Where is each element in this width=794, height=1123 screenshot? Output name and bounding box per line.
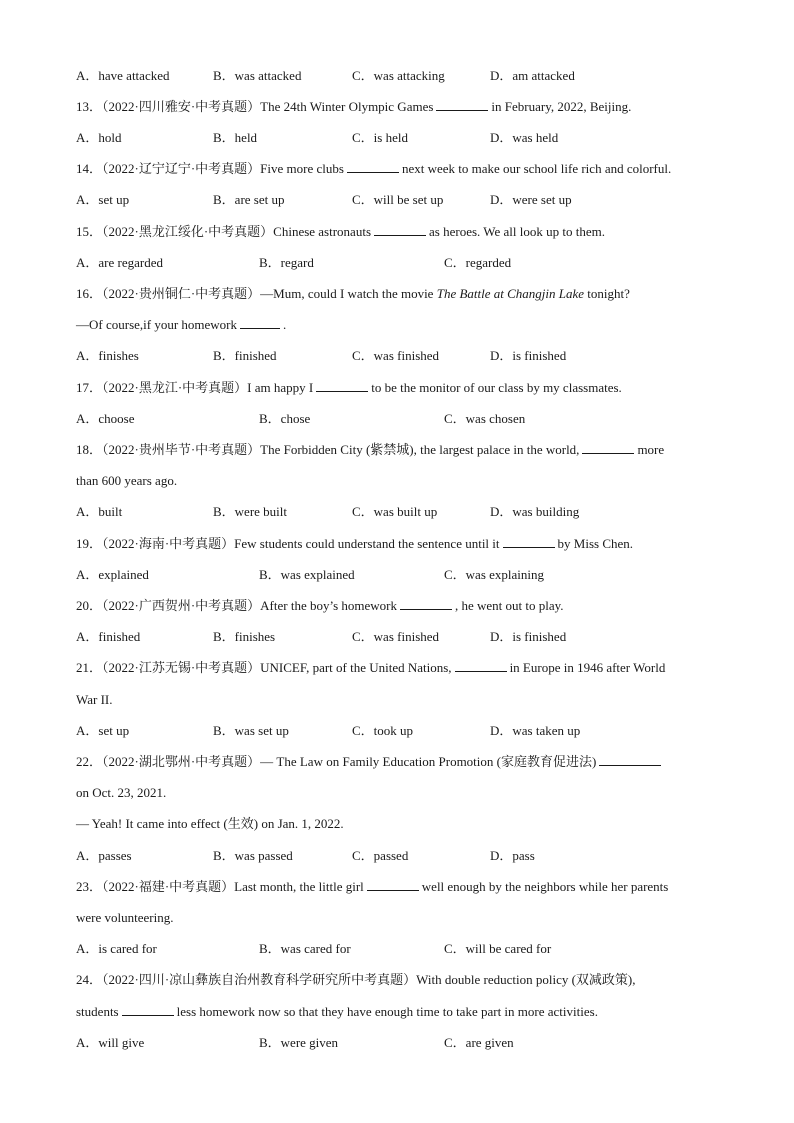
answer-blank — [400, 597, 452, 610]
option-c[interactable]: C．passed — [352, 848, 409, 863]
option-a[interactable]: A．are regarded — [76, 255, 163, 270]
option-d[interactable]: D．was building — [490, 504, 580, 519]
q22-stem: 22．（2022·湖北鄂州·中考真题）— The Law on Family Education Promotion (家庭教育促进法) — [76, 753, 726, 771]
option-b[interactable]: B．finished — [213, 348, 277, 363]
q21-stem-cont: War II. — [76, 692, 113, 707]
option-c[interactable]: C．is held — [352, 130, 408, 145]
option-b[interactable]: B．was passed — [213, 848, 293, 863]
answer-blank — [367, 878, 419, 891]
q21-stem: 21．（2022·江苏无锡·中考真题）UNICEF, part of the United Nations, in Europe in 1946 after World — [76, 660, 666, 675]
option-b[interactable]: B．were built — [213, 504, 288, 519]
q13-options — [76, 129, 726, 147]
option-a[interactable]: A．explained — [76, 567, 149, 582]
option-c[interactable]: C．will be cared for — [444, 941, 552, 956]
q16-stem: 16．（2022·贵州铜仁·中考真题）—Mum, could I watch the movie The Battle at Changjin Lake tonight? — [76, 286, 630, 301]
option-c[interactable]: C．was finished — [352, 629, 440, 644]
q15-stem: 15．（2022·黑龙江绥化·中考真题）Chinese astronauts as heroes. We all look up to them. — [76, 224, 605, 239]
q13-stem: 13．（2022·四川雅安·中考真题）The 24th Winter Olympic Games in February, 2022, Beijing. — [76, 99, 632, 114]
option-a[interactable]: A．finishes — [76, 348, 139, 363]
q23-stem-cont: were volunteering. — [76, 910, 174, 925]
option-d[interactable]: D．am attacked — [490, 68, 575, 83]
answer-blank — [240, 316, 280, 329]
answer-blank — [122, 1003, 174, 1016]
option-a[interactable]: A．set up — [76, 723, 130, 738]
option-a[interactable]: A．passes — [76, 848, 132, 863]
q18-stem-cont: than 600 years ago. — [76, 473, 178, 488]
option-c[interactable]: C．was finished — [352, 348, 440, 363]
option-c[interactable]: C．took up — [352, 723, 414, 738]
q23-stem: 23．（2022·福建·中考真题）Last month, the little girl well enough by the neighbors while her parents — [76, 879, 669, 894]
option-a[interactable]: A．choose — [76, 411, 135, 426]
option-a[interactable]: A．will give — [76, 1035, 145, 1050]
q15-options — [76, 254, 726, 272]
q12-options — [76, 67, 726, 85]
q18-options — [76, 503, 726, 521]
option-c[interactable]: C．regarded — [444, 255, 512, 270]
answer-blank — [347, 160, 399, 173]
movie-title: The Battle at Changjin Lake — [436, 286, 585, 301]
q20-stem: 20．（2022·广西贺州·中考真题）After the boy’s homework , he went out to play. — [76, 598, 564, 613]
q14-options — [76, 191, 726, 209]
q23-options — [76, 940, 726, 958]
answer-blank — [599, 753, 661, 766]
option-c[interactable]: C．was built up — [352, 504, 438, 519]
q24-stem: 24．（2022·四川·凉山彝族自治州教育科学研究所中考真题）With double reduction policy (双减政策), — [76, 972, 636, 987]
q20-options — [76, 628, 726, 646]
option-b[interactable]: B．was explained — [259, 567, 355, 582]
q21-options — [76, 722, 726, 740]
option-c[interactable]: C．was chosen — [444, 411, 526, 426]
q16-options — [76, 347, 726, 365]
option-b[interactable]: B．regard — [259, 255, 314, 270]
option-a[interactable]: A．set up — [76, 192, 130, 207]
option-a[interactable]: A．is cared for — [76, 941, 157, 956]
option-a[interactable]: A．hold — [76, 130, 122, 145]
option-b[interactable]: B．was set up — [213, 723, 289, 738]
q18-stem: 18．（2022·贵州毕节·中考真题）The Forbidden City (紫禁城), the largest palace in the world, more — [76, 442, 665, 457]
option-d[interactable]: D．was held — [490, 130, 559, 145]
q17-stem: 17．（2022·黑龙江·中考真题）I am happy I to be the monitor of our class by my classmates. — [76, 380, 622, 395]
answer-blank — [436, 98, 488, 111]
option-a[interactable]: A．finished — [76, 629, 141, 644]
option-b[interactable]: B．are set up — [213, 192, 285, 207]
option-c[interactable]: C．will be set up — [352, 192, 444, 207]
option-b[interactable]: B．were given — [259, 1035, 339, 1050]
option-b[interactable]: B．held — [213, 130, 258, 145]
option-b[interactable]: B．was attacked — [213, 68, 302, 83]
option-c[interactable]: C．was explaining — [444, 567, 545, 582]
q14-stem: 14．（2022·辽宁辽宁·中考真题）Five more clubs next week to make our school life rich and colorful. — [76, 161, 672, 176]
answer-blank — [582, 441, 634, 454]
q17-options — [76, 410, 726, 428]
q16-reply: —Of course,if your homework . — [76, 317, 287, 332]
q24-options — [76, 1034, 726, 1052]
option-d[interactable]: D．pass — [490, 848, 535, 863]
option-d[interactable]: D．were set up — [490, 192, 572, 207]
q24-stem-cont: students less homework now so that they have enough time to take part in more activities. — [76, 1004, 598, 1019]
answer-blank — [316, 379, 368, 392]
q19-options — [76, 566, 726, 584]
q19-stem: 19．（2022·海南·中考真题）Few students could understand the sentence until it by Miss Chen. — [76, 536, 634, 551]
q22-reply: — Yeah! It came into effect (生效) on Jan. 1, 2022. — [76, 816, 344, 831]
option-c[interactable]: C．was attacking — [352, 68, 445, 83]
option-b[interactable]: B．finishes — [213, 629, 276, 644]
option-b[interactable]: B．was cared for — [259, 941, 351, 956]
option-c[interactable]: C．are given — [444, 1035, 514, 1050]
option-a[interactable]: A．built — [76, 504, 123, 519]
q22-stem-cont: on Oct. 23, 2021. — [76, 785, 167, 800]
option-b[interactable]: B．chose — [259, 411, 311, 426]
option-d[interactable]: D．is finished — [490, 348, 567, 363]
answer-blank — [374, 223, 426, 236]
q22-options — [76, 847, 726, 865]
option-a[interactable]: A．have attacked — [76, 68, 170, 83]
option-d[interactable]: D．was taken up — [490, 723, 581, 738]
answer-blank — [455, 659, 507, 672]
answer-blank — [503, 535, 555, 548]
option-d[interactable]: D．is finished — [490, 629, 567, 644]
